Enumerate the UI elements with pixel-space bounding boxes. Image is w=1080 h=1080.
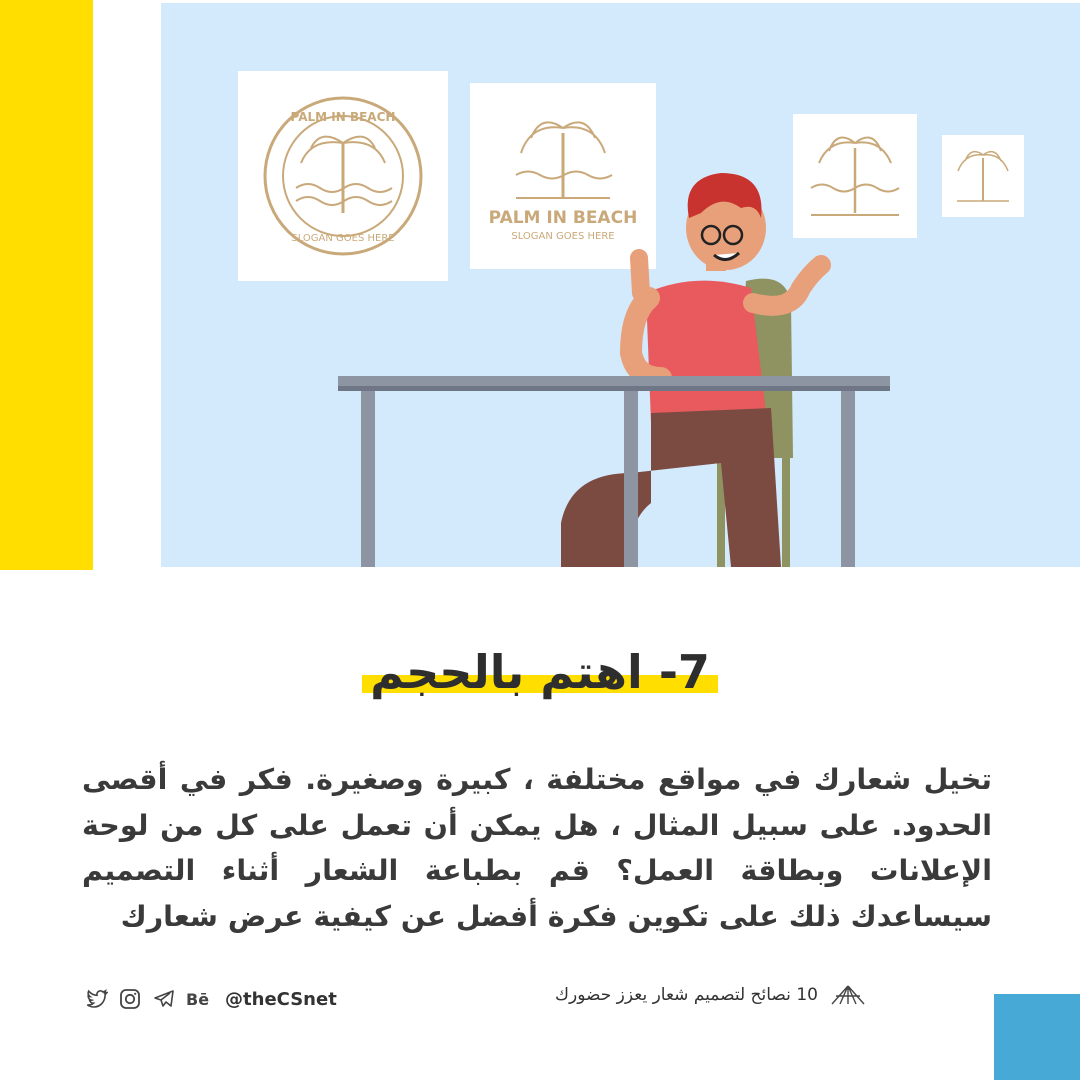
social-handle[interactable]: @theCSnet bbox=[225, 988, 337, 1010]
instagram-icon[interactable] bbox=[118, 987, 142, 1011]
twitter-icon[interactable] bbox=[84, 987, 108, 1011]
brand-logo-icon bbox=[830, 982, 866, 1008]
yellow-accent-bar bbox=[0, 0, 93, 570]
telegram-icon[interactable] bbox=[152, 987, 176, 1011]
heading-container bbox=[0, 645, 1080, 699]
logo-card-small bbox=[793, 114, 917, 238]
blue-corner-accent bbox=[994, 994, 1080, 1080]
social-links bbox=[84, 985, 337, 1013]
series-title-text: نصائح لتصميم شعار يعزز حضورك bbox=[555, 985, 791, 1005]
hero-illustration bbox=[161, 3, 1080, 567]
page-title: 7- اهتم بالحجم bbox=[364, 645, 716, 699]
logo-badge-title: PALM IN BEACH bbox=[290, 110, 396, 124]
logo-card-medium bbox=[470, 83, 656, 269]
logo-card-large bbox=[238, 71, 448, 281]
logo-card-tiny bbox=[942, 135, 1024, 217]
series-label bbox=[555, 980, 866, 1010]
logo-badge-slogan: SLOGAN GOES HERE bbox=[291, 233, 395, 244]
logo-medium-title: PALM IN BEACH bbox=[488, 208, 638, 228]
series-title bbox=[555, 985, 818, 1005]
tip-body-text: تخيل شعارك في مواقع مختلفة ، كبيرة وصغيرة. فكر في أقصى الحدود. على سبيل المثال ، هل يمكن أن تعمل على كل من لوحة الإعلانات وبطاقة العمل؟ قم بطباعة الشعار أثناء التصميم سيساعدك ذلك على تكوين فكرة أفضل عن كيفية عرض شعارك bbox=[82, 763, 992, 933]
logo-medium-slogan: SLOGAN GOES HERE bbox=[511, 231, 615, 242]
behance-icon[interactable]: Bē bbox=[186, 989, 210, 1009]
series-number: 10 bbox=[796, 985, 818, 1005]
